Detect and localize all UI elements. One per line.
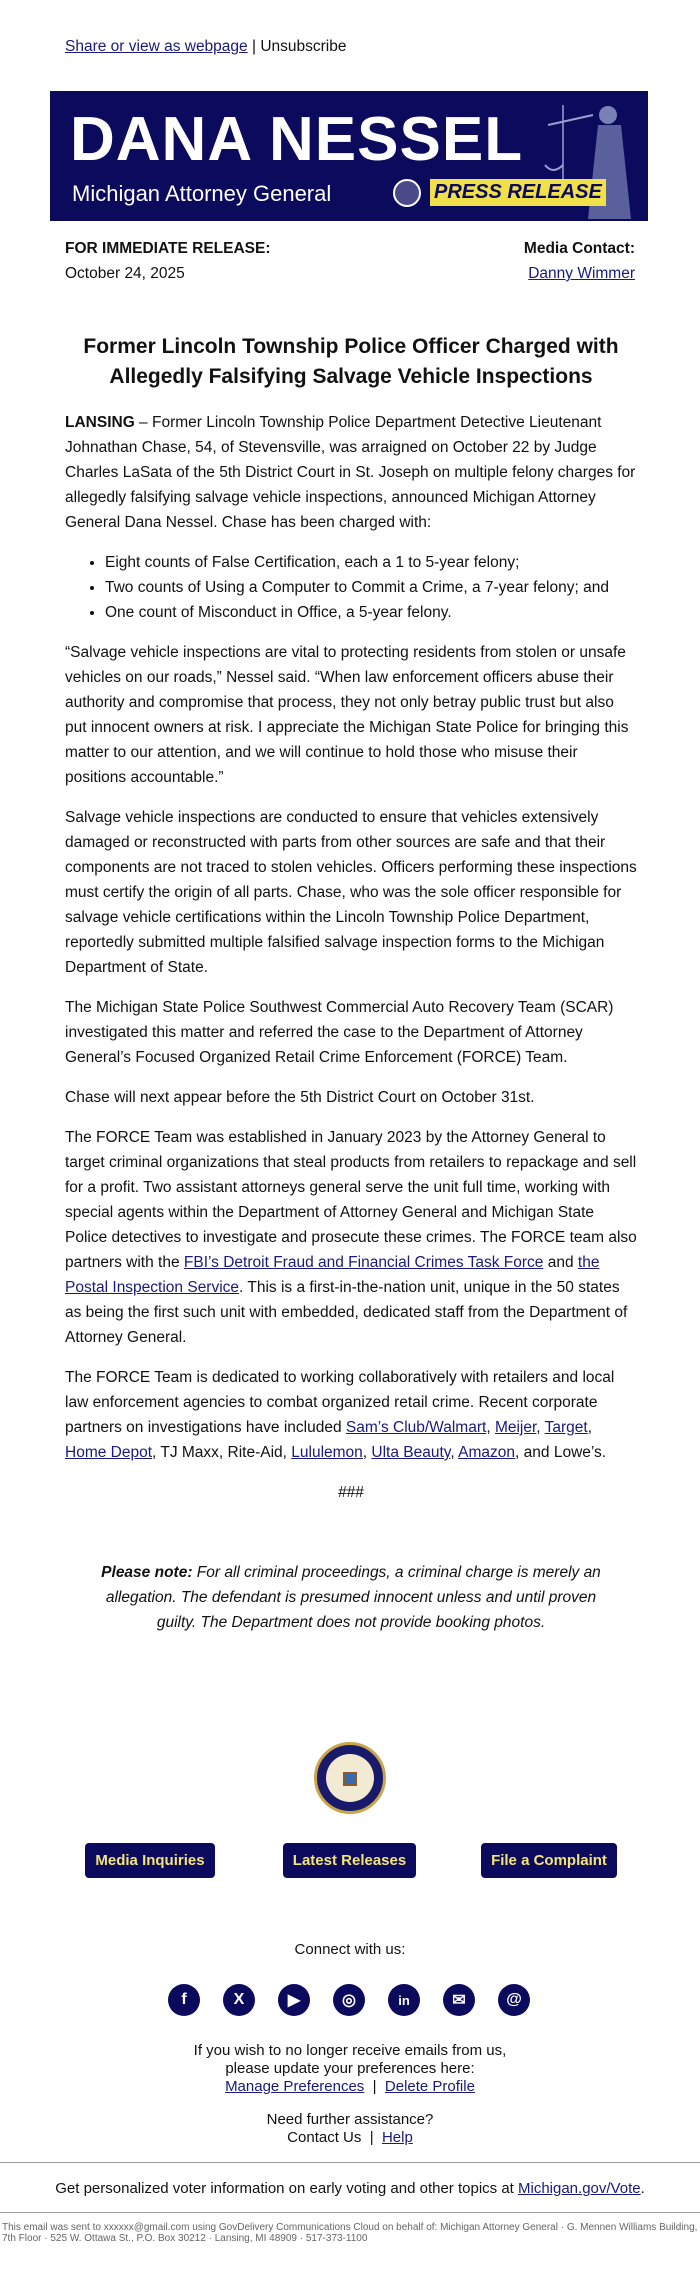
media-inquiries-button[interactable]: Media Inquiries (85, 1843, 215, 1878)
threads-icon[interactable]: @ (498, 1984, 530, 2016)
top-links (65, 38, 346, 56)
text: , (486, 1419, 495, 1436)
linkedin-icon[interactable]: in (388, 1984, 420, 2016)
legal-note (65, 1560, 637, 1635)
voter-text: Get personalized voter information on early voting and other topics at (55, 2180, 518, 2197)
media-contact-label: Media Contact: (523, 240, 635, 257)
divider (0, 2162, 700, 2163)
text: and (543, 1254, 578, 1271)
paragraph: Chase will next appear before the 5th District Court on October 31st. (65, 1089, 535, 1106)
charges-list (65, 550, 637, 625)
partner-link-amazon[interactable]: Amazon (458, 1444, 516, 1461)
contact-us-link[interactable]: Contact Us (287, 2129, 362, 2146)
assistance-text: Need further assistance? (266, 2111, 434, 2128)
release-label: FOR IMMEDIATE RELEASE: (65, 240, 271, 257)
facebook-icon[interactable]: f (168, 1984, 200, 2016)
list-item: • Eight counts of False Certification, each a 1 to 5-year felony; (105, 550, 637, 575)
paragraph (65, 410, 637, 535)
header-banner (50, 91, 648, 221)
legal-footer: This email was sent to xxxxxx@gmail.com using GovDelivery Communications Cloud on behalf of: Michigan Attorney General · G. Mennen Williams Building, 7th Floor · 525 W. Ottawa St., P.O. Box 30212 · Lansing, MI 48909 · 517-373-1100 (2, 2222, 698, 2244)
article-title: Former Lincoln Township Police Officer Charged with Allegedly Falsifying Salvage Vehicle Inspections (83, 335, 619, 388)
media-contact-link[interactable]: Danny Wimmer (528, 265, 635, 282)
press-release-badge: PRESS RELEASE (430, 179, 606, 206)
text: . (640, 2180, 645, 2197)
banner-subtitle: Michigan Attorney General (72, 181, 332, 206)
vote-link[interactable]: Michigan.gov/Vote (518, 2180, 641, 2197)
end-mark: ### (338, 1484, 364, 1501)
partner-link-home-depot[interactable]: Home Depot (65, 1444, 153, 1461)
postal-inspection-link[interactable]: the Postal Inspection Service (65, 1254, 600, 1296)
release-date: October 24, 2025 (65, 265, 185, 282)
latest-releases-button[interactable]: Latest Releases (283, 1843, 416, 1878)
partner-link-lululemon[interactable]: Lululemon (291, 1444, 363, 1461)
list-item: • Two counts of Using a Computer to Commit a Crime, a 7-year felony; and (105, 575, 637, 600)
partner-link-sams-club[interactable]: Sam’s Club/Walmart (345, 1419, 487, 1436)
unsubscribe-text: If you wish to no longer receive emails from us, (193, 2042, 507, 2059)
article (65, 332, 637, 1650)
text: The FORCE Team was established in January 2023 by the Attorney General to target criminal organizations that steal products from retailers to repackage and sell for a profit. Two assistant attorneys general serve the unit full time, working with special agents within the Department of Attorney General and Michigan State Police detectives to investigate and prosecute these crimes. The FORCE team also partners with the (65, 1129, 637, 1271)
youtube-icon[interactable]: ▶ (278, 1984, 310, 2016)
paragraph-text: – Former Lincoln Township Police Department Detective Lieutenant Johnathan Chase, 54, of Stevensville, was arraigned on October 22 by Judge Charles LaSata of the 5th District Court in St. Joseph on multiple felony charges for allegedly falsifying salvage vehicle inspections, announced Michigan Attorney General Dana Nessel. Chase has been charged with: (65, 414, 636, 531)
note-label: Please note: (101, 1564, 193, 1581)
separator: | (247, 38, 261, 55)
list-item: • One count of Misconduct in Office, a 5-year felony. (105, 600, 637, 625)
text: , (536, 1419, 545, 1436)
text: , (587, 1419, 593, 1436)
divider (0, 2212, 700, 2213)
voter-info (0, 2180, 700, 2198)
manage-preferences-link[interactable]: Manage Preferences (225, 2078, 365, 2095)
paragraph (65, 1125, 637, 1350)
assistance-block (0, 2111, 700, 2147)
instagram-icon[interactable]: ◎ (333, 1984, 365, 2016)
fbi-task-force-link[interactable]: FBI’s Detroit Fraud and Financial Crimes Task Force (183, 1254, 544, 1271)
text: The FORCE Team is dedicated to working collaboratively with retailers and local law enforcement agencies to combat organized retail crime. Recent corporate partners on investigations have included (65, 1369, 615, 1436)
paragraph: The Michigan State Police Southwest Commercial Auto Recovery Team (SCAR) investigated this matter and referred the case to the Department of Attorney General’s Focused Organized Retail Crime Enforcement (FORCE) Team. (65, 999, 614, 1066)
paragraph (65, 1365, 637, 1465)
text: , (362, 1444, 372, 1461)
banner-name: DANA NESSEL (70, 105, 524, 174)
partner-link-ulta[interactable]: Ulta Beauty (371, 1444, 451, 1461)
delete-profile-link[interactable]: Delete Profile (384, 2078, 475, 2095)
connect-label: Connect with us: (294, 1941, 406, 1958)
dateline: LANSING (65, 414, 135, 431)
file-complaint-button[interactable]: File a Complaint (481, 1843, 617, 1878)
social-links (168, 1984, 530, 2016)
separator: | (361, 2129, 382, 2146)
help-link[interactable]: Help (381, 2129, 413, 2146)
paragraph: Salvage vehicle inspections are conducted to ensure that vehicles extensively damaged or reconstructed with parts from other sources are safe and that their components are not traced to stolen vehicles. Officers performing these inspections must certify the origin of all parts. Chase, who was the sole officer responsible for salvage vehicle certifications within the Lincoln Township Police Department, reportedly submitted multiple falsified salvage inspection forms to the Michigan Department of State. (65, 809, 637, 976)
separator: | (364, 2078, 385, 2095)
partner-link-target[interactable]: Target (544, 1419, 588, 1436)
quote-paragraph: “Salvage vehicle inspections are vital to protecting residents from stolen or unsafe vehicles on our roads,” Nessel said. “When law enforcement officers abuse their authority and compromise that process, they not only betray public trust but also put innocent owners at risk. I appreciate the Michigan State Police for bringing this matter to our attention, and we will continue to hold those who misuse their positions accountable.” (65, 644, 629, 786)
text: . This is a first-in-the-nation unit, unique in the 50 states as being the first such unit with embedded, dedicated staff from the Department of Attorney General. (65, 1279, 628, 1346)
text: , and Lowe’s. (515, 1444, 607, 1461)
partner-link-meijer[interactable]: Meijer (494, 1419, 537, 1436)
attorney-general-seal (314, 1742, 386, 1814)
seal-icon (393, 179, 421, 207)
text: , (450, 1444, 459, 1461)
unsubscribe-text: please update your preferences here: (225, 2060, 475, 2077)
email-icon[interactable]: ✉ (443, 1984, 475, 2016)
note-text: For all criminal proceedings, a criminal charge is merely an allegation. The defendant is presumed innocent unless and until proven guilty. The Department does not provide booking photos. (105, 1564, 601, 1631)
view-as-webpage-link[interactable]: Share or view as webpage (65, 38, 248, 55)
x-icon[interactable]: X (223, 1984, 255, 2016)
text: , TJ Maxx, Rite-Aid, (152, 1444, 292, 1461)
preferences-block (0, 2042, 700, 2096)
unsubscribe-link[interactable]: Unsubscribe (260, 38, 347, 55)
